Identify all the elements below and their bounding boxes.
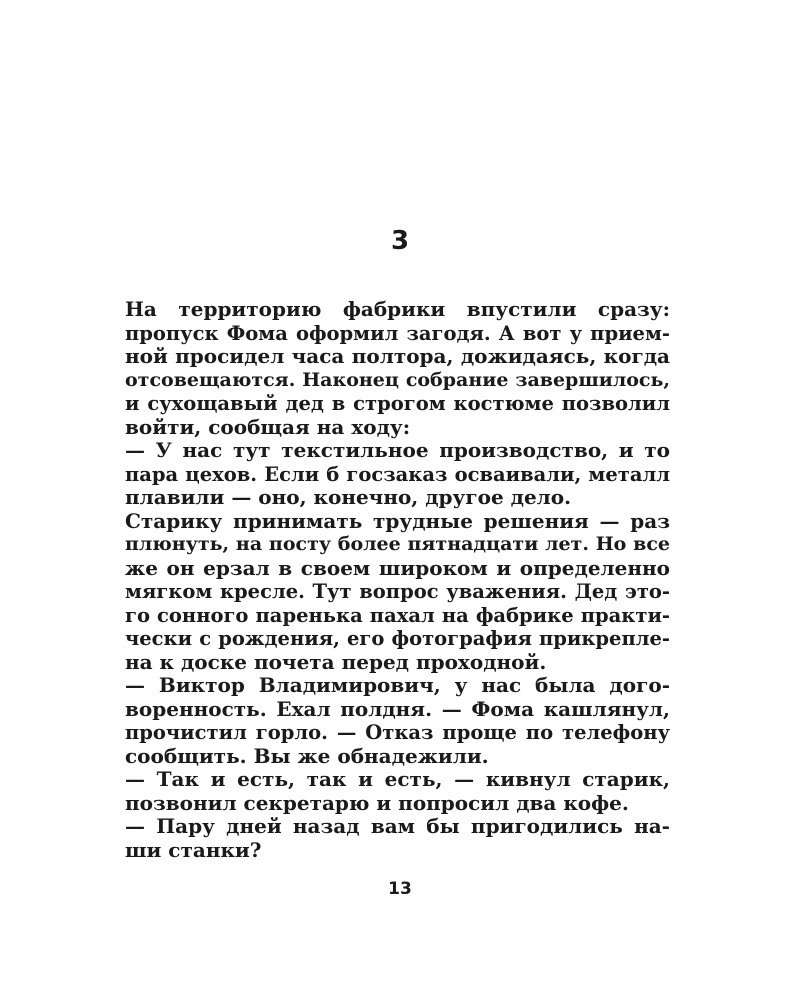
text-line: отсовещаются. Наконец собрание завершилось, [125, 368, 670, 391]
text-line: пара цехов. Если б госзаказ осваивали, металл [125, 462, 670, 486]
text-line: мягком кресле. Тут вопрос уважения. Дед это- [125, 580, 670, 603]
text-line: — У нас тут текстильное производство, и то [125, 438, 670, 462]
text-line: войти, сообщая на ходу: [125, 414, 411, 439]
text-line: ши станки? [125, 837, 262, 862]
chapter-number: 3 [390, 226, 410, 256]
text-line: пропуск Фома оформил загодя. А вот у прием- [125, 321, 670, 345]
text-line: ной просидел часа полтора, дожидаясь, когда [125, 344, 670, 368]
text-line: воренность. Ехал полдня. — Фома кашлянул, [125, 696, 670, 721]
text-line: плавили — оно, конечно, другое дело. [125, 485, 572, 509]
text-line: — Виктор Владимирович, у нас была дого- [125, 673, 670, 697]
text-line: Старику принимать трудные решения — раз [125, 508, 670, 533]
text-line: го сонного паренька пахал на фабрике практи- [125, 603, 670, 627]
text-line: на к доске почета перед проходной. [125, 649, 547, 674]
text-line: позвонил секретарю и попросил два кофе. [125, 790, 629, 815]
text-line: и сухощавый дед в строгом костюме позволил [125, 392, 670, 415]
text-line: же он ерзал в своем широком и определенно [125, 555, 670, 580]
text-line: чески с рождения, его фотография прикрепле- [125, 627, 670, 650]
text-line: прочистил горло. — Отказ проще по телефону [125, 721, 670, 744]
body-text [125, 298, 670, 862]
text-line: сообщить. Вы же обнадежили. [125, 743, 489, 768]
text-line: На территорию фабрики впустили сразу: [125, 297, 670, 321]
text-line: плюнуть, на посту более пятнадцати лет. Но все [125, 533, 670, 555]
text-line: — Так и есть, так и есть, — кивнул старик, [125, 767, 670, 791]
page-number: 13 [388, 879, 412, 899]
text-line: — Пару дней назад вам бы пригодились на- [125, 814, 670, 838]
